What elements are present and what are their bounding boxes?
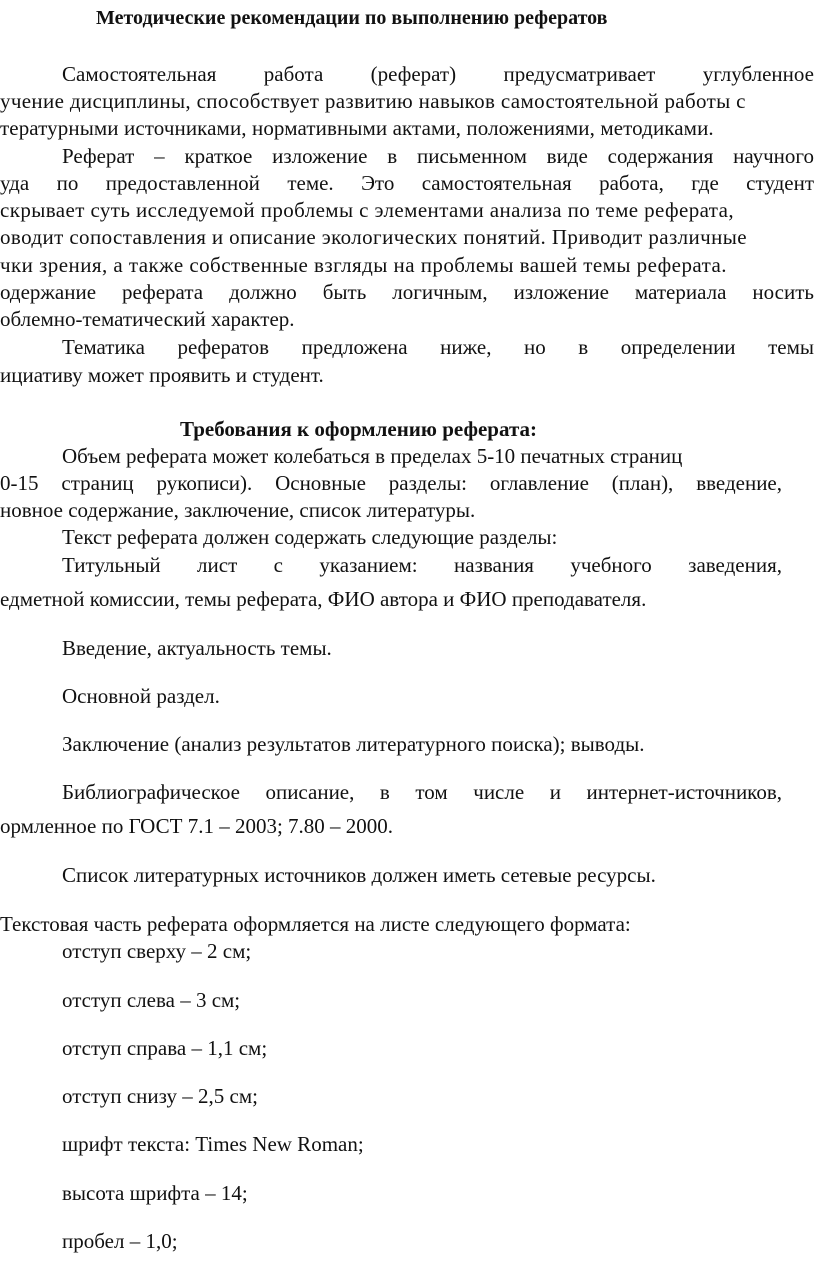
definition-line: облемно-тематический характер. bbox=[0, 307, 295, 331]
definition-line: Реферат – краткое изложение в письменном виде содержания научного bbox=[62, 144, 814, 168]
format-item: шрифт текста: Times New Roman; bbox=[62, 1132, 364, 1156]
format-item: отступ справа – 1,1 см; bbox=[62, 1036, 268, 1060]
section-item: Введение, актуальность темы. bbox=[62, 636, 332, 660]
intro-line: Самостоятельная работа (реферат) предусматривает углубленное bbox=[62, 62, 814, 86]
volume-line: 0-15 страниц рукописи). Основные разделы: оглавление (план), введение, bbox=[0, 471, 782, 495]
format-item: отступ слева – 3 см; bbox=[62, 988, 241, 1012]
requirements-heading: Требования к оформлению реферата: bbox=[180, 417, 538, 441]
sources-note: Список литературных источников должен иметь сетевые ресурсы. bbox=[62, 863, 656, 887]
volume-line: новное содержание, заключение, список литературы. bbox=[0, 498, 476, 522]
sections-intro: Текст реферата должен содержать следующие разделы: bbox=[62, 525, 558, 549]
definition-line: скрывает суть исследуемой проблемы с элементами анализа по теме реферата, bbox=[0, 198, 735, 222]
title-page-line: едметной комиссии, темы реферата, ФИО автора и ФИО преподавателя. bbox=[0, 587, 647, 611]
volume-line: Объем реферата может колебаться в пределах 5-10 печатных страниц bbox=[62, 444, 683, 468]
definition-line: оводит сопоставления и описание экологических понятий. Приводит различные bbox=[0, 225, 748, 249]
intro-line: тературными источниками, нормативными актами, положениями, методиками. bbox=[0, 116, 714, 140]
definition-line: одержание реферата должно быть логичным, изложение материала носить bbox=[0, 280, 814, 304]
definition-line: уда по предоставленной теме. Это самостоятельная работа, где студент bbox=[0, 171, 814, 195]
topics-line: Тематика рефератов предложена ниже, но в определении темы bbox=[62, 335, 814, 359]
definition-line: чки зрения, а также собственные взгляды на проблемы вашей темы реферата. bbox=[0, 253, 727, 277]
intro-line: учение дисциплины, способствует развитию навыков самостоятельной работы с bbox=[0, 89, 746, 113]
format-intro: Текстовая часть реферата оформляется на листе следующего формата: bbox=[0, 912, 631, 936]
bibliography-line: ормленное по ГОСТ 7.1 – 2003; 7.80 – 2000. bbox=[0, 814, 394, 838]
format-item: отступ снизу – 2,5 см; bbox=[62, 1084, 258, 1108]
document-title: Методические рекомендации по выполнению рефератов bbox=[96, 7, 608, 29]
section-item: Основной раздел. bbox=[62, 684, 220, 708]
title-page-line: Титульный лист с указанием: названия учебного заведения, bbox=[62, 553, 782, 577]
topics-line: ициативу может проявить и студент. bbox=[0, 363, 324, 387]
section-item: Заключение (анализ результатов литературного поиска); выводы. bbox=[62, 732, 645, 756]
bibliography-line: Библиографическое описание, в том числе и интернет-источников, bbox=[62, 780, 782, 804]
format-item: высота шрифта – 14; bbox=[62, 1181, 248, 1205]
format-item: отступ сверху – 2 см; bbox=[62, 939, 252, 963]
format-item: пробел – 1,0; bbox=[62, 1229, 178, 1253]
